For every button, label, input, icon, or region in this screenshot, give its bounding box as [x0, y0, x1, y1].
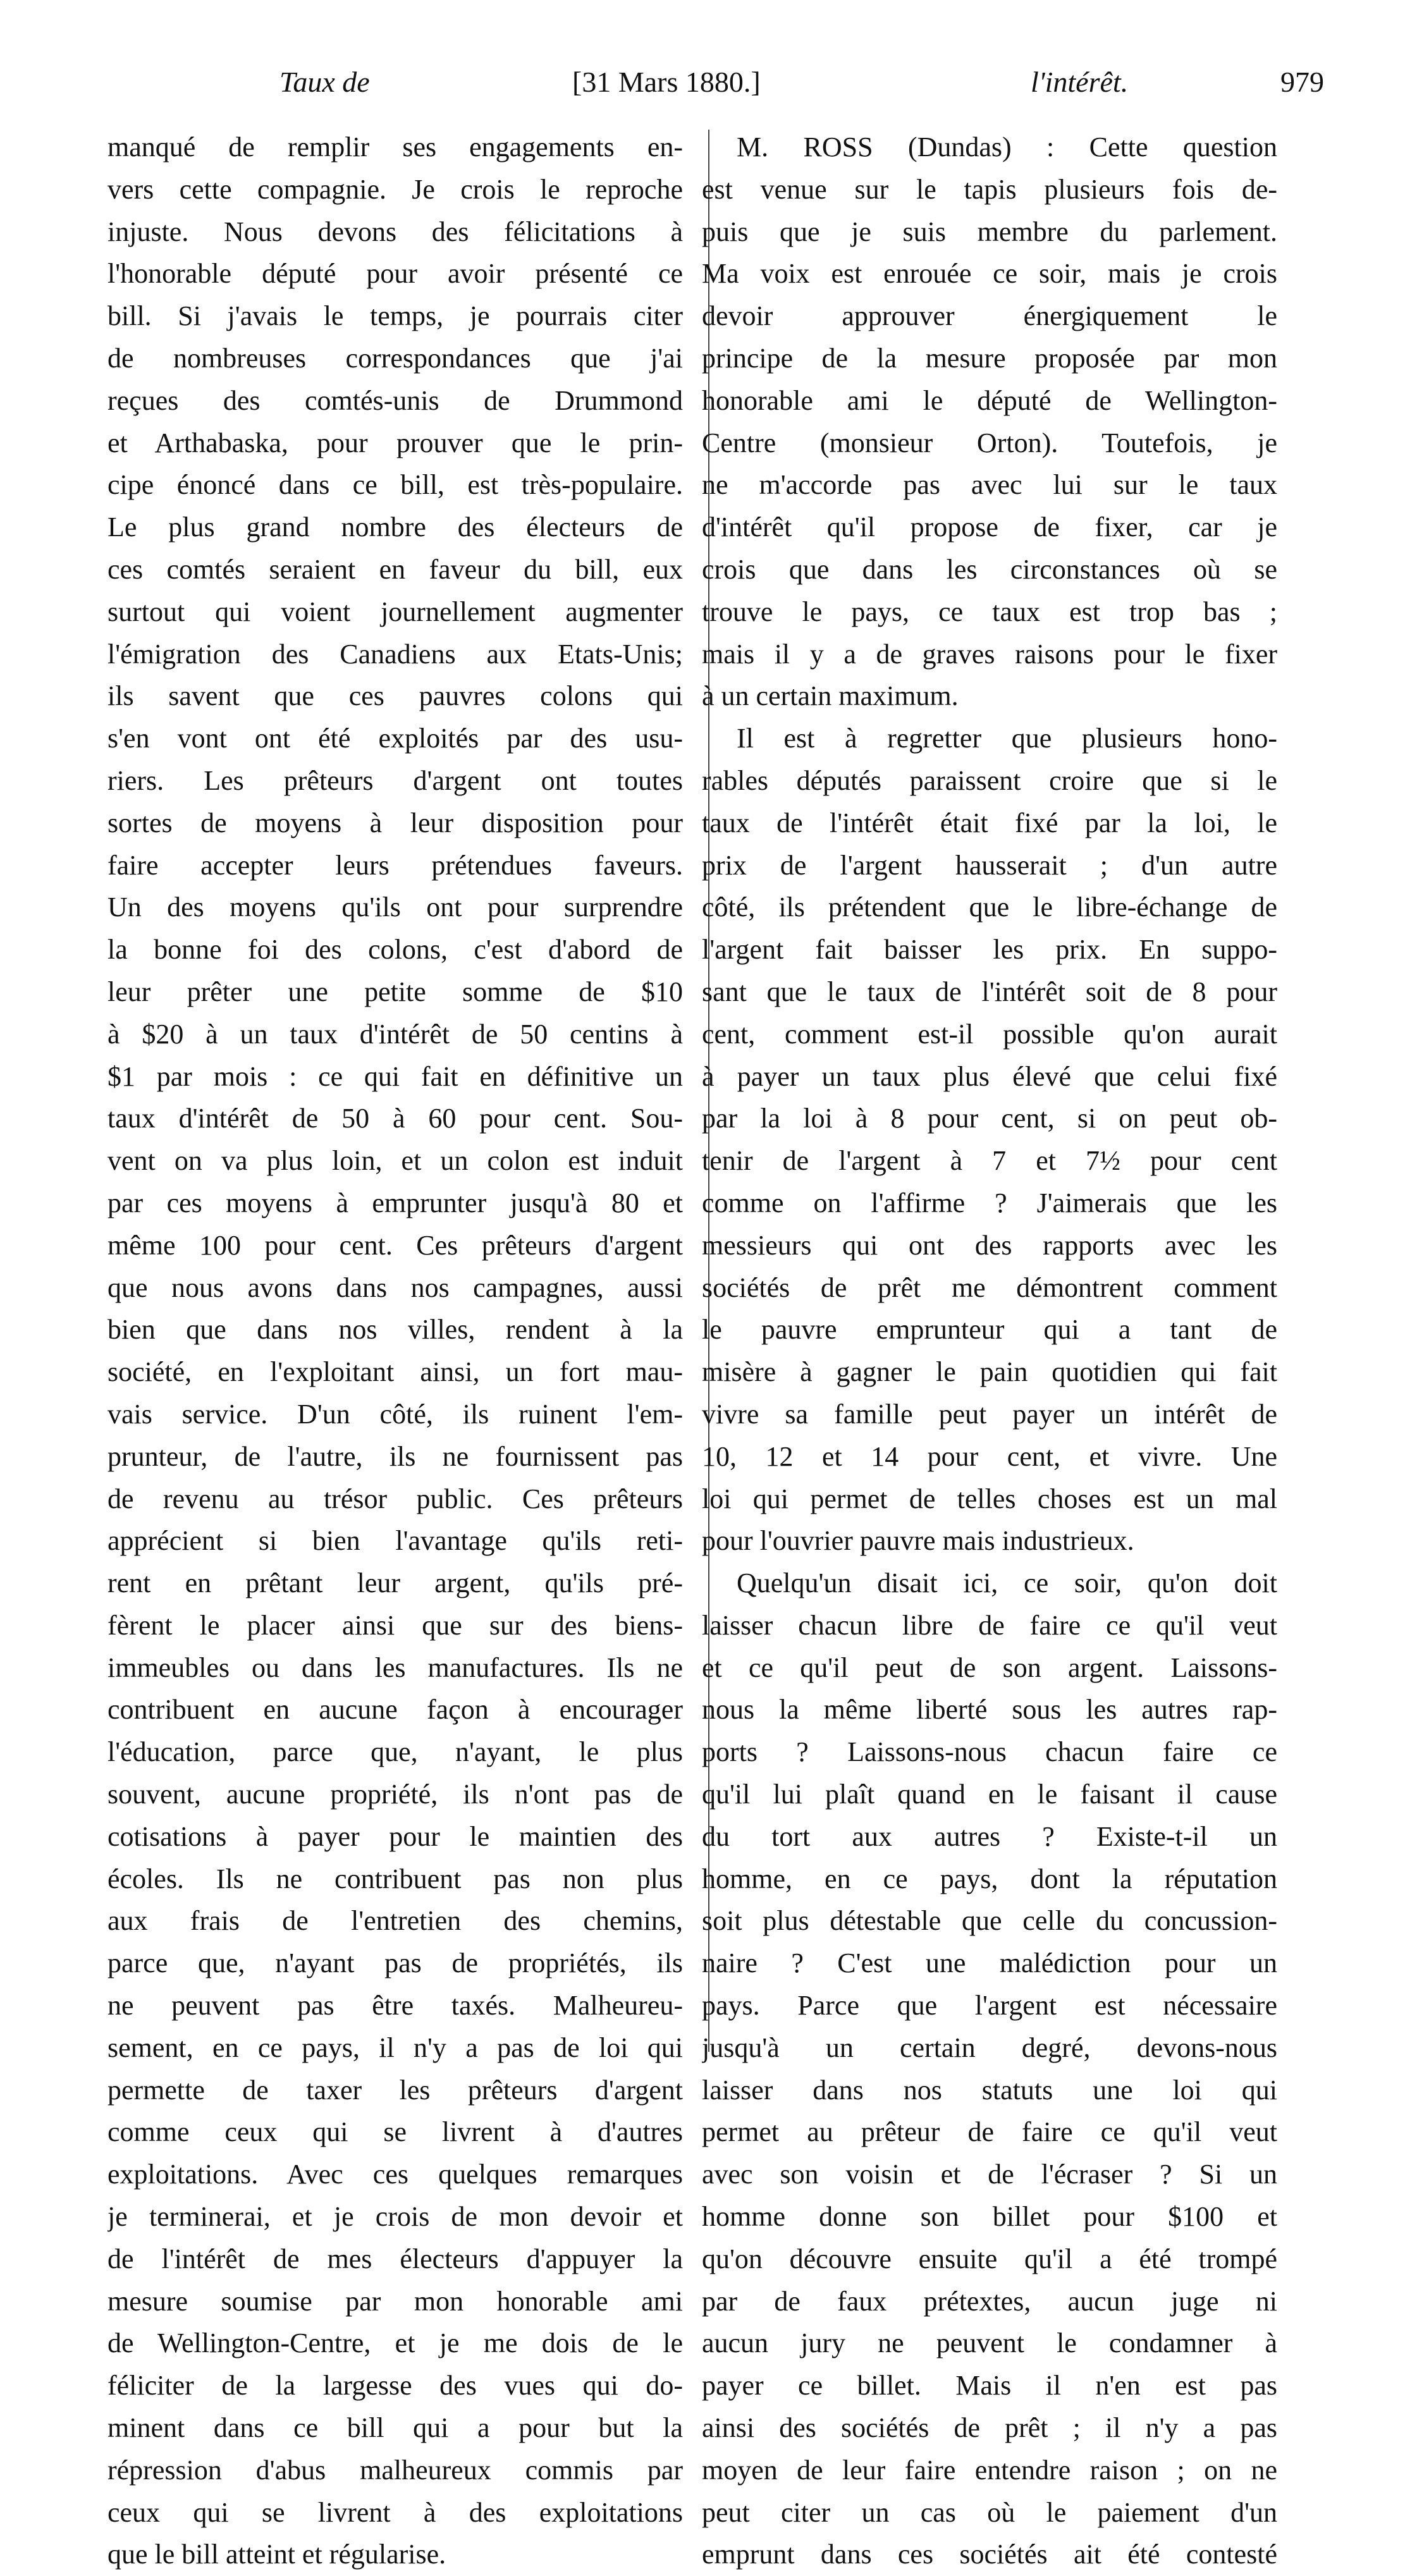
text-line: ces comtés seraient en faveur du bill, eux	[107, 553, 683, 585]
text-line: 10, 12 et 14 pour cent, et vivre. Une	[702, 1440, 1277, 1472]
text-line: prix de l'argent hausserait ; d'un autre	[702, 849, 1277, 881]
text-line: payer ce billet. Mais il n'en est pas	[702, 2370, 1277, 2401]
text-line: leur prêter une petite somme de $10	[107, 976, 683, 1007]
text-line: d'intérêt qu'il propose de fixer, car je	[702, 512, 1277, 543]
text-line: mais il y a de graves raisons pour le fixer	[702, 638, 1277, 670]
text-line: ne peuvent pas être taxés. Malheureu-	[107, 1990, 683, 2021]
text-line: permet au prêteur de faire ce qu'il veut	[702, 2116, 1277, 2148]
text-line: à payer un taux plus élevé que celui fixé	[702, 1060, 1277, 1092]
text-line: vent on va plus loin, et un colon est induit	[107, 1145, 683, 1177]
text-line: même 100 pour cent. Ces prêteurs d'argent	[107, 1229, 683, 1261]
text-line: trouve le pays, ce taux est trop bas ;	[702, 596, 1277, 627]
text-line: Il est à regretter que plusieurs hono-	[737, 723, 1277, 754]
text-line: principe de la mesure proposée par mon	[702, 342, 1277, 374]
text-line: le pauvre emprunteur qui a tant de	[702, 1314, 1277, 1346]
text-line: fèrent le placer ainsi que sur des biens-	[107, 1609, 683, 1641]
page-header	[107, 60, 1324, 104]
text-line: soit plus détestable que celle du concussion-	[702, 1905, 1277, 1937]
text-line: par ces moyens à emprunter jusqu'à 80 et	[107, 1187, 683, 1218]
running-title-left: Taux de	[279, 66, 370, 98]
text-line: à $20 à un taux d'intérêt de 50 centins à	[107, 1018, 683, 1050]
text-line: ne m'accorde pas avec lui sur le taux	[702, 469, 1277, 501]
left-column	[107, 126, 683, 2576]
text-line: ports ? Laissons-nous chacun faire ce	[702, 1736, 1277, 1768]
text-line: honorable ami le député de Wellington-	[702, 384, 1277, 416]
text-line: devoir approuver énergiquement le	[702, 300, 1277, 332]
text-line: tenir de l'argent à 7 et 7½ pour cent	[702, 1145, 1277, 1177]
text-line: l'émigration des Canadiens aux Etats-Unis;	[107, 638, 683, 670]
text-line: taux d'intérêt de 50 à 60 pour cent. Sou-	[107, 1103, 683, 1134]
text-line: que nous avons dans nos campagnes, aussi	[107, 1272, 683, 1303]
text-line: bien que dans nos villes, rendent à la	[107, 1314, 683, 1346]
text-line: rent en prêtant leur argent, qu'ils pré-	[107, 1567, 683, 1599]
text-line: qu'il lui plaît quand en le faisant il cause	[702, 1779, 1277, 1810]
text-line: de revenu au trésor public. Ces prêteurs	[107, 1483, 683, 1514]
text-line: aux frais de l'entretien des chemins,	[107, 1905, 683, 1937]
text-line: la bonne foi des colons, c'est d'abord de	[107, 934, 683, 966]
text-line: bill. Si j'avais le temps, je pourrais citer	[107, 300, 683, 332]
text-line: Centre (monsieur Orton). Toutefois, je	[702, 427, 1277, 458]
text-line: par de faux prétextes, aucun juge ni	[702, 2285, 1277, 2317]
text-line: cent, comment est-il possible qu'on aurait	[702, 1018, 1277, 1050]
text-line: l'éducation, parce que, n'ayant, le plus	[107, 1736, 683, 1768]
text-line: Un des moyens qu'ils ont pour surprendre	[107, 892, 683, 923]
text-line: pour l'ouvrier pauvre mais industrieux.	[702, 1525, 1134, 1557]
text-line: de l'intérêt de mes électeurs d'appuyer la	[107, 2243, 683, 2274]
text-line: manqué de remplir ses engagements en-	[107, 132, 683, 163]
text-line: parce que, n'ayant pas de propriétés, ils	[107, 1947, 683, 1979]
text-line: de nombreuses correspondances que j'ai	[107, 342, 683, 374]
text-line: laisser chacun libre de faire ce qu'il veut	[702, 1609, 1277, 1641]
text-line: sortes de moyens à leur disposition pour	[107, 807, 683, 838]
text-line: faire accepter leurs prétendues faveurs.	[107, 849, 683, 881]
text-line: vais service. D'un côté, ils ruinent l'em-	[107, 1398, 683, 1430]
text-line: Ma voix est enrouée ce soir, mais je crois	[702, 258, 1277, 290]
text-line: exploitations. Avec ces quelques remarques	[107, 2159, 683, 2190]
text-line: naire ? C'est une malédiction pour un	[702, 1947, 1277, 1979]
text-line: permette de taxer les prêteurs d'argent	[107, 2074, 683, 2106]
text-line: l'honorable député pour avoir présenté ce	[107, 258, 683, 290]
text-line: aucun jury ne peuvent le condamner à	[702, 2328, 1277, 2359]
text-line: surtout qui voient journellement augmenter	[107, 596, 683, 627]
text-line: souvent, aucune propriété, ils n'ont pas de	[107, 1779, 683, 1810]
text-line: loi qui permet de telles choses est un mal	[702, 1483, 1277, 1514]
text-line: Quelqu'un disait ici, ce soir, qu'on doit	[737, 1567, 1277, 1599]
text-line: société, en l'exploitant ainsi, un fort mau-	[107, 1356, 683, 1388]
text-line: taux de l'intérêt était fixé par la loi, le	[702, 807, 1277, 838]
text-line: prunteur, de l'autre, ils ne fournissent pas	[107, 1440, 683, 1472]
text-line: de Wellington-Centre, et je me dois de le	[107, 2328, 683, 2359]
text-line: comme on l'affirme ? J'aimerais que les	[702, 1187, 1277, 1218]
text-line: jusqu'à un certain degré, devons-nous	[702, 2032, 1277, 2063]
text-line: M. ROSS (Dundas) : Cette question	[737, 132, 1277, 163]
text-line: injuste. Nous devons des félicitations à	[107, 216, 683, 247]
text-line: sement, en ce pays, il n'y a pas de loi qui	[107, 2032, 683, 2063]
running-title-right: l'intérêt.	[1031, 66, 1129, 98]
text-line: riers. Les prêteurs d'argent ont toutes	[107, 764, 683, 796]
text-line: ainsi des sociétés de prêt ; il n'y a pas	[702, 2412, 1277, 2444]
text-line: est venue sur le tapis plusieurs fois de-	[702, 173, 1277, 205]
text-line: vers cette compagnie. Je crois le reproche	[107, 173, 683, 205]
text-line: emprunt dans ces sociétés ait été contesté	[702, 2539, 1277, 2570]
text-line: cipe énoncé dans ce bill, est très-populaire.	[107, 469, 683, 501]
page-number: 979	[1280, 66, 1324, 98]
text-line: s'en vont ont été exploités par des usu-	[107, 723, 683, 754]
text-line: Le plus grand nombre des électeurs de	[107, 512, 683, 543]
text-line: avec son voisin et de l'écraser ? Si un	[702, 2159, 1277, 2190]
text-line: je terminerai, et je crois de mon devoir et	[107, 2201, 683, 2233]
text-line: contribuent en aucune façon à encourager	[107, 1694, 683, 1726]
text-line: que le bill atteint et régularise.	[107, 2539, 446, 2570]
text-line: mesure soumise par mon honorable ami	[107, 2285, 683, 2317]
right-column	[702, 126, 1277, 2576]
text-line: vivre sa famille peut payer un intérêt de	[702, 1398, 1277, 1430]
text-line: à un certain maximum.	[702, 680, 959, 712]
text-line: apprécient si bien l'avantage qu'ils reti-	[107, 1525, 683, 1557]
text-line: du tort aux autres ? Existe-t-il un	[702, 1820, 1277, 1852]
text-line: reçues des comtés-unis de Drummond	[107, 384, 683, 416]
running-date: [31 Mars 1880.]	[572, 66, 761, 98]
text-line: par la loi à 8 pour cent, si on peut ob-	[702, 1103, 1277, 1134]
text-line: sociétés de prêt me démontrent comment	[702, 1272, 1277, 1303]
text-line: ceux qui se livrent à des exploitations	[107, 2496, 683, 2528]
text-line: minent dans ce bill qui a pour but la	[107, 2412, 683, 2444]
text-line: peut citer un cas où le paiement d'un	[702, 2496, 1277, 2528]
text-line: et ce qu'il peut de son argent. Laissons-	[702, 1652, 1277, 1683]
text-line: côté, ils prétendent que le libre-échange de	[702, 892, 1277, 923]
text-line: l'argent fait baisser les prix. En suppo-	[702, 934, 1277, 966]
text-line: immeubles ou dans les manufactures. Ils ne	[107, 1652, 683, 1683]
text-line: écoles. Ils ne contribuent pas non plus	[107, 1863, 683, 1894]
text-line: sant que le taux de l'intérêt soit de 8 pour	[702, 976, 1277, 1007]
text-line: homme, en ce pays, dont la réputation	[702, 1863, 1277, 1894]
text-line: comme ceux qui se livrent à d'autres	[107, 2116, 683, 2148]
text-line: ils savent que ces pauvres colons qui	[107, 680, 683, 712]
text-line: homme donne son billet pour $100 et	[702, 2201, 1277, 2233]
text-line: laisser dans nos statuts une loi qui	[702, 2074, 1277, 2106]
text-line: messieurs qui ont des rapports avec les	[702, 1229, 1277, 1261]
text-line: cotisations à payer pour le maintien des	[107, 1820, 683, 1852]
text-line: qu'on découvre ensuite qu'il a été trompé	[702, 2243, 1277, 2274]
text-line: rables députés paraissent croire que si le	[702, 764, 1277, 796]
text-line: féliciter de la largesse des vues qui do-	[107, 2370, 683, 2401]
text-line: puis que je suis membre du parlement.	[702, 216, 1277, 247]
text-line: moyen de leur faire entendre raison ; on ne	[702, 2454, 1277, 2486]
text-line: pays. Parce que l'argent est nécessaire	[702, 1990, 1277, 2021]
text-line: misère à gagner le pain quotidien qui fait	[702, 1356, 1277, 1388]
text-line: et Arthabaska, pour prouver que le prin-	[107, 427, 683, 458]
text-line: $1 par mois : ce qui fait en définitive un	[107, 1060, 683, 1092]
text-line: crois que dans les circonstances où se	[702, 553, 1277, 585]
text-line: nous la même liberté sous les autres rap-	[702, 1694, 1277, 1726]
text-line: répression d'abus malheureux commis par	[107, 2454, 683, 2486]
